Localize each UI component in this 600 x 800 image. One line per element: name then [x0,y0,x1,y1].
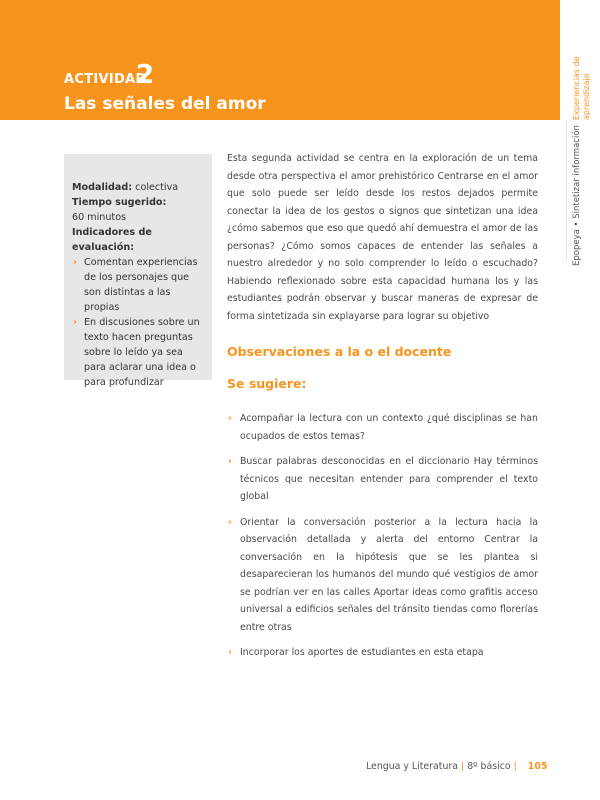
tiempo-label: Tiempo sugerido: [72,197,167,208]
tiempo-value: 60 minutos [72,212,127,223]
modalidad-value: colectiva [135,182,179,193]
sugiere-heading: Se sugiere: [227,376,307,391]
suggestions-list [227,410,538,670]
indicadores-list [72,255,204,390]
suggestion-text: Orientar la conversación posterior a la lectura hacia la observación detallada y alerta del entorno Centrar la conversación en la hipótesis que se les plantea si desaparecieran los humanos del mundo qué vestigios de amor se podrían ver en las calles Aportar ideas como grafitis acceso universal a edificios señales del tránsito tiendas como florerías entre otras [240,516,538,633]
bullet-icon: › [228,516,232,528]
page-number: 105 [527,761,548,772]
modalidad-label: Modalidad: [72,182,133,193]
observaciones-heading: Observaciones a la o el docente [227,344,452,359]
suggestion-text: Acompañar la lectura con un contexto ¿qué disciplinas se han ocupados de estos temas? [240,413,538,442]
section-tab [562,0,598,120]
bullet-icon: › [228,456,232,467]
indicador-text: En discusiones sobre un texto hacen preguntas sobre lo leído ya sea para aclarar una idea o para profundizar [84,317,200,388]
footer-separator: | [513,761,517,772]
indicadores-label: Indicadores de evaluación: [72,227,152,253]
activity-label: ACTIVIDAD [64,72,147,87]
list-item [72,255,204,315]
indicador-text: Comentan experiencias de los personajes que son distintas a las propias [84,257,198,313]
side-divider [566,120,567,260]
bullet-icon: › [73,257,77,268]
list-item [227,514,538,637]
list-item [227,410,538,445]
topic-tab-label: Epopeya • Sintetizar información [572,125,582,266]
bullet-icon: › [73,317,77,328]
footer-subject: Lengua y Literatura [366,761,459,772]
activity-number: 2 [136,60,155,90]
list-item [227,644,538,662]
section-tab-label: Experiencias de aprendizaje [572,56,591,120]
intro-paragraph: Esta segunda actividad se centra en la exploración de un tema desde otra perspectiva el amor prehistórico Centrarse en el amor que solo puede ser leído desde los restos dejados permite conectar la idea de los gestos o signos que sintetizan una idea ¿cómo sabemos que eso que quedó ahí demuestra el amor de las personas? ¿Cómo somos capaces de entender las señales a nuestro alrededor y no solo comprender lo leído o escuchado? Habiendo reflexionado sobre esta capacidad humana los y las estudiantes podrán observar y buscar maneras de expresar de forma sintetizada sin explayarse para lograr su objetivo [227,153,538,322]
suggestion-text: Buscar palabras desconocidas en el diccionario Hay términos técnicos que necesitan entender para comprender el texto global [240,456,538,502]
bullet-icon: › [228,647,232,658]
footer-separator: | [461,761,465,772]
footer-grade: 8º básico [467,761,511,772]
info-box [64,154,212,388]
page-footer [366,761,547,772]
suggestion-text: Incorporar los aportes de estudiantes en esta etapa [240,647,484,658]
list-item [227,453,538,506]
page-title: Las señales del amor [64,94,266,114]
bullet-icon: › [228,413,232,424]
list-item [72,315,204,390]
